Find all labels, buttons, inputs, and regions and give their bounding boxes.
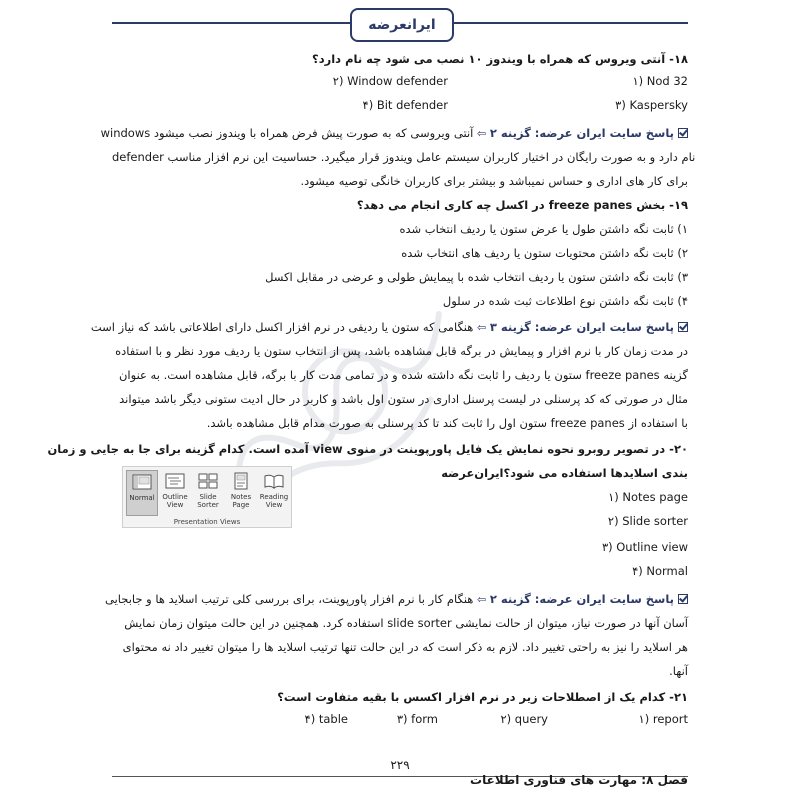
slide-sorter-label: Slide Sorter	[197, 493, 219, 509]
q19-option-3: ۳) ثابت نگه داشتن ستون یا ردیف انتخاب شده با پیمایش طولی و عرضی در مقابل اکسل	[265, 270, 688, 284]
q20-option-2: ۲) Slide sorter	[607, 514, 688, 528]
q19-option-2: ۲) ثابت نگه داشتن محتویات ستون یا ردیف های انتخاب شده	[401, 246, 688, 260]
normal-view-button[interactable]	[126, 470, 158, 516]
question-21: ۲۱- کدام یک از اصطلاحات زیر در نرم افزار اکسس با بقیه متفاوت است؟	[277, 690, 688, 704]
answer-text: آنها.	[669, 664, 688, 678]
logo: ایرانعرضه	[350, 8, 454, 42]
arrow-left-icon: ⇦	[477, 593, 487, 606]
q21-option-1: ۱) report	[638, 712, 688, 726]
answer-text: هنگام کار با نرم افزار پاورپوینت، برای بررسی کلی ترتیب اسلاید ها و جابجایی	[104, 592, 474, 606]
q21-option-2: ۲) query	[500, 712, 548, 726]
header-rule-left	[112, 22, 350, 24]
q18-option-1: ۱) Nod 32	[632, 74, 688, 88]
q18-option-2: ۲) Window defender	[332, 74, 448, 88]
q19-option-4: ۴) ثابت نگه داشتن نوع اطلاعات ثبت شده در سلول	[442, 294, 688, 308]
answer-text: هر اسلاید را نیز به راحتی تغییر داد. لازم به ذکر است که در این حالت تنها ترتیب اسلاید ها را میتوان تغییر داد نه محتوای	[122, 640, 688, 654]
reading-view-label: Reading View	[259, 493, 289, 509]
answer-text: با استفاده از freeze panes ستون اول را ثابت کند تا کد پرسنلی به صورت مدام قابل مشاهده باشد.	[206, 416, 688, 430]
question-20-cont: بندی اسلایدها استفاده می شود؟ایران‌عرضه‌	[441, 466, 688, 480]
checkbox-icon	[678, 128, 688, 138]
answer-label: پاسخ سایت ایران عرضه: گزینه ۲	[489, 126, 674, 140]
answer-text: در مدت زمان کار با نرم افزار و پیمایش در برگه قابل مشاهده باشد، پس از انتخاب ستون یا ردیف مورد نظر و با استفاده	[115, 344, 688, 358]
answer-text: defender نام دارد و به صورت رایگان در اختیار کاربران سیستم عامل ویندوز قرار میگیرد. حساسیت این نرم افزار مناسب	[112, 150, 696, 164]
q21-option-4: ۴) table	[304, 712, 348, 726]
q21-option-3: ۳) form	[396, 712, 438, 726]
page-number: ۲۲۹	[390, 758, 410, 772]
notes-page-button[interactable]	[225, 470, 257, 516]
presentation-views-caption: Presentation Views	[173, 518, 241, 526]
checkbox-icon	[678, 594, 688, 604]
chapter-title: فصل ۸: مهارت های فناوری اطلاعات	[470, 773, 688, 787]
answer-text: برای کار های اداری و حساس نمیباشد و بیشتر برای کاربران خانگی توصیه میشود.	[300, 174, 688, 188]
q19-answer	[90, 318, 688, 337]
normal-view-label: Normal	[129, 494, 155, 502]
arrow-left-icon: ⇦	[477, 127, 487, 140]
arrow-left-icon: ⇦	[477, 321, 487, 334]
question-20: ۲۰- در تصویر روبرو نحوه نمایش یک فایل پاورپوینت در منوی view آمده است. کدام گزینه برای جا به جایی و زمان	[47, 442, 688, 456]
q18-answer	[100, 124, 688, 143]
q20-option-4: ۴) Normal	[632, 564, 688, 578]
slide-sorter-icon	[198, 472, 218, 490]
question-19: ۱۹- بخش freeze panes در اکسل چه کاری انجام می دهد؟	[356, 198, 688, 212]
answer-text: گزینه freeze panes ستون یا ردیف را ثابت نگه داشته شده و در تمامی مدت کار با برگه، قابل مشاهده است. به عنوان	[118, 368, 688, 382]
outline-view-button[interactable]	[159, 470, 191, 516]
q20-answer	[104, 590, 688, 609]
answer-text: هنگامی که ستون یا ردیفی در نرم افزار اکسل دارای اطلاعاتی باشد که نیاز است	[90, 320, 474, 334]
reading-view-button[interactable]	[258, 470, 290, 516]
q20-option-3: ۳) Outline view	[601, 540, 688, 554]
answer-label: پاسخ سایت ایران عرضه: گزینه ۳	[489, 320, 674, 334]
q20-option-1: ۱) Notes page	[608, 490, 688, 504]
q19-option-1: ۱) ثابت نگه داشتن طول یا عرض ستون یا ردیف انتخاب شده	[399, 222, 688, 236]
presentation-views-group	[122, 466, 292, 528]
normal-view-icon	[132, 473, 152, 491]
notes-page-label: Notes Page	[230, 493, 252, 509]
slide-sorter-button[interactable]	[192, 470, 224, 516]
answer-text: آنتی ویروسی که به صورت پیش فرض همراه با ویندوز نصب میشود windows	[100, 126, 474, 140]
answer-text: آسان آنها در صورت نیاز، میتوان از حالت نمایشی slide sorter استفاده کرد. همچنین در این حالت میتوان زمان نمایش	[124, 616, 688, 630]
answer-text: مثال در صورتی که کد پرسنلی در لیست پرسنل اداری در ستون اول باشد و کاربر در حال ادیت ستونی دیگر باشد میتواند	[119, 392, 688, 406]
answer-label: پاسخ سایت ایران عرضه: گزینه ۲	[489, 592, 674, 606]
notes-page-icon	[231, 472, 251, 490]
question-18: ۱۸- آنتی ویروس که همراه با ویندوز ۱۰ نصب می شود چه نام دارد؟	[312, 52, 688, 66]
q18-option-3: ۳) Kaspersky	[615, 98, 688, 112]
reading-view-icon	[264, 472, 284, 490]
outline-view-icon	[165, 472, 185, 490]
checkbox-icon	[678, 322, 688, 332]
q18-option-4: ۴) Bit defender	[362, 98, 448, 112]
header-rule-right	[450, 22, 688, 24]
outline-view-label: Outline View	[162, 493, 188, 509]
